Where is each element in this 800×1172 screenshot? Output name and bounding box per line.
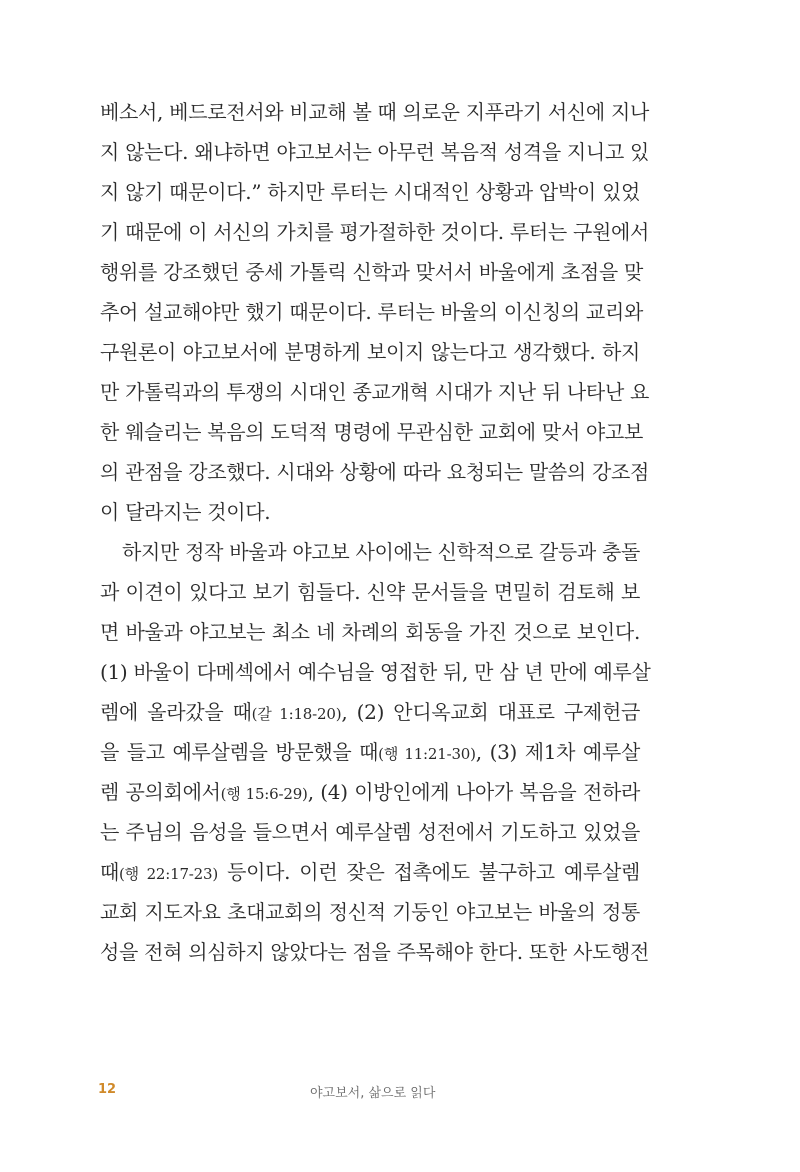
line-text: , (4) 이방인에게 나아가 복음을 전하라 (307, 780, 641, 804)
text-line: 지 않기 때문이다.” 하지만 루터는 시대적인 상황과 압박이 있었 (100, 180, 640, 204)
text-line: 기 때문에 이 서신의 가치를 평가절하한 것이다. 루터는 구원에서 (100, 220, 650, 244)
text-line: (1) 바울이 다메섹에서 예수님을 영접한 뒤, 만 삼 년 만에 예루살 (100, 660, 651, 684)
line-text: 렘 공의회에서 (100, 780, 221, 804)
text-line: 구원론이 야고보서에 분명하게 보이지 않는다고 생각했다. 하지 (100, 340, 640, 364)
text-line: 베소서, 베드로전서와 비교해 볼 때 의로운 지푸라기 서신에 지나 (100, 100, 650, 124)
text-line-with-reference (100, 692, 640, 732)
text-line: 만 가톨릭과의 투쟁의 시대인 종교개혁 시대가 지난 뒤 나타난 요 (100, 380, 650, 404)
page-footer (0, 1082, 800, 1106)
scripture-reference: (갈 1:18-20) (251, 705, 342, 723)
line-text: 때 (100, 860, 120, 884)
paragraph-2 (100, 532, 651, 972)
text-line-with-reference (100, 732, 640, 772)
text-line-with-reference (100, 852, 640, 892)
text-line: 하지만 정작 바울과 야고보 사이에는 신학적으로 갈등과 충돌 (122, 540, 640, 564)
text-line: 한 웨슬리는 복음의 도덕적 명령에 무관심한 교회에 맞서 야고보 (100, 420, 643, 444)
text-line: 이 달라지는 것이다. (100, 500, 271, 524)
text-line: 교회 지도자요 초대교회의 정신적 기둥인 야고보는 바울의 정통 (100, 900, 640, 924)
paragraph-1 (100, 92, 650, 532)
line-text: , (2) 안디옥교회 대표로 구제헌금 (341, 700, 640, 724)
text-line: 는 주님의 음성을 들으면서 예루살렘 성전에서 기도하고 있었을 (100, 820, 640, 844)
line-text: 등이다. 이런 잦은 접촉에도 불구하고 예루살렘 (218, 860, 640, 884)
scripture-reference: (행 22:17-23) (119, 865, 219, 883)
line-text: 렘에 올라갔을 때 (100, 700, 252, 724)
text-line-with-reference (100, 772, 640, 812)
line-text: 을 들고 예루살렘을 방문했을 때 (100, 740, 379, 764)
text-line: 행위를 강조했던 중세 가톨릭 신학과 맞서서 바울에게 초점을 맞 (100, 260, 643, 284)
scripture-reference: (행 11:21-30) (378, 745, 476, 763)
running-title: 야고보서, 삶으로 읽다 (310, 1086, 436, 1101)
line-text: , (3) 제1차 예루살 (475, 740, 640, 764)
text-line: 면 바울과 야고보는 최소 네 차례의 회동을 가진 것으로 보인다. (100, 620, 640, 644)
text-line: 과 이견이 있다고 보기 힘들다. 신약 문서들을 면밀히 검토해 보 (100, 580, 640, 604)
scripture-reference: (행 15:6-29) (220, 785, 308, 803)
text-line: 성을 전혀 의심하지 않았다는 점을 주목해야 한다. 또한 사도행전 (100, 940, 650, 964)
page-number: 12 (98, 1082, 117, 1097)
body-text (100, 92, 651, 972)
text-line: 추어 설교해야만 했기 때문이다. 루터는 바울의 이신칭의 교리와 (100, 300, 643, 324)
text-line: 의 관점을 강조했다. 시대와 상황에 따라 요청되는 말씀의 강조점 (100, 460, 650, 484)
text-line: 지 않는다. 왜냐하면 야고보서는 아무런 복음적 성격을 지니고 있 (100, 140, 650, 164)
